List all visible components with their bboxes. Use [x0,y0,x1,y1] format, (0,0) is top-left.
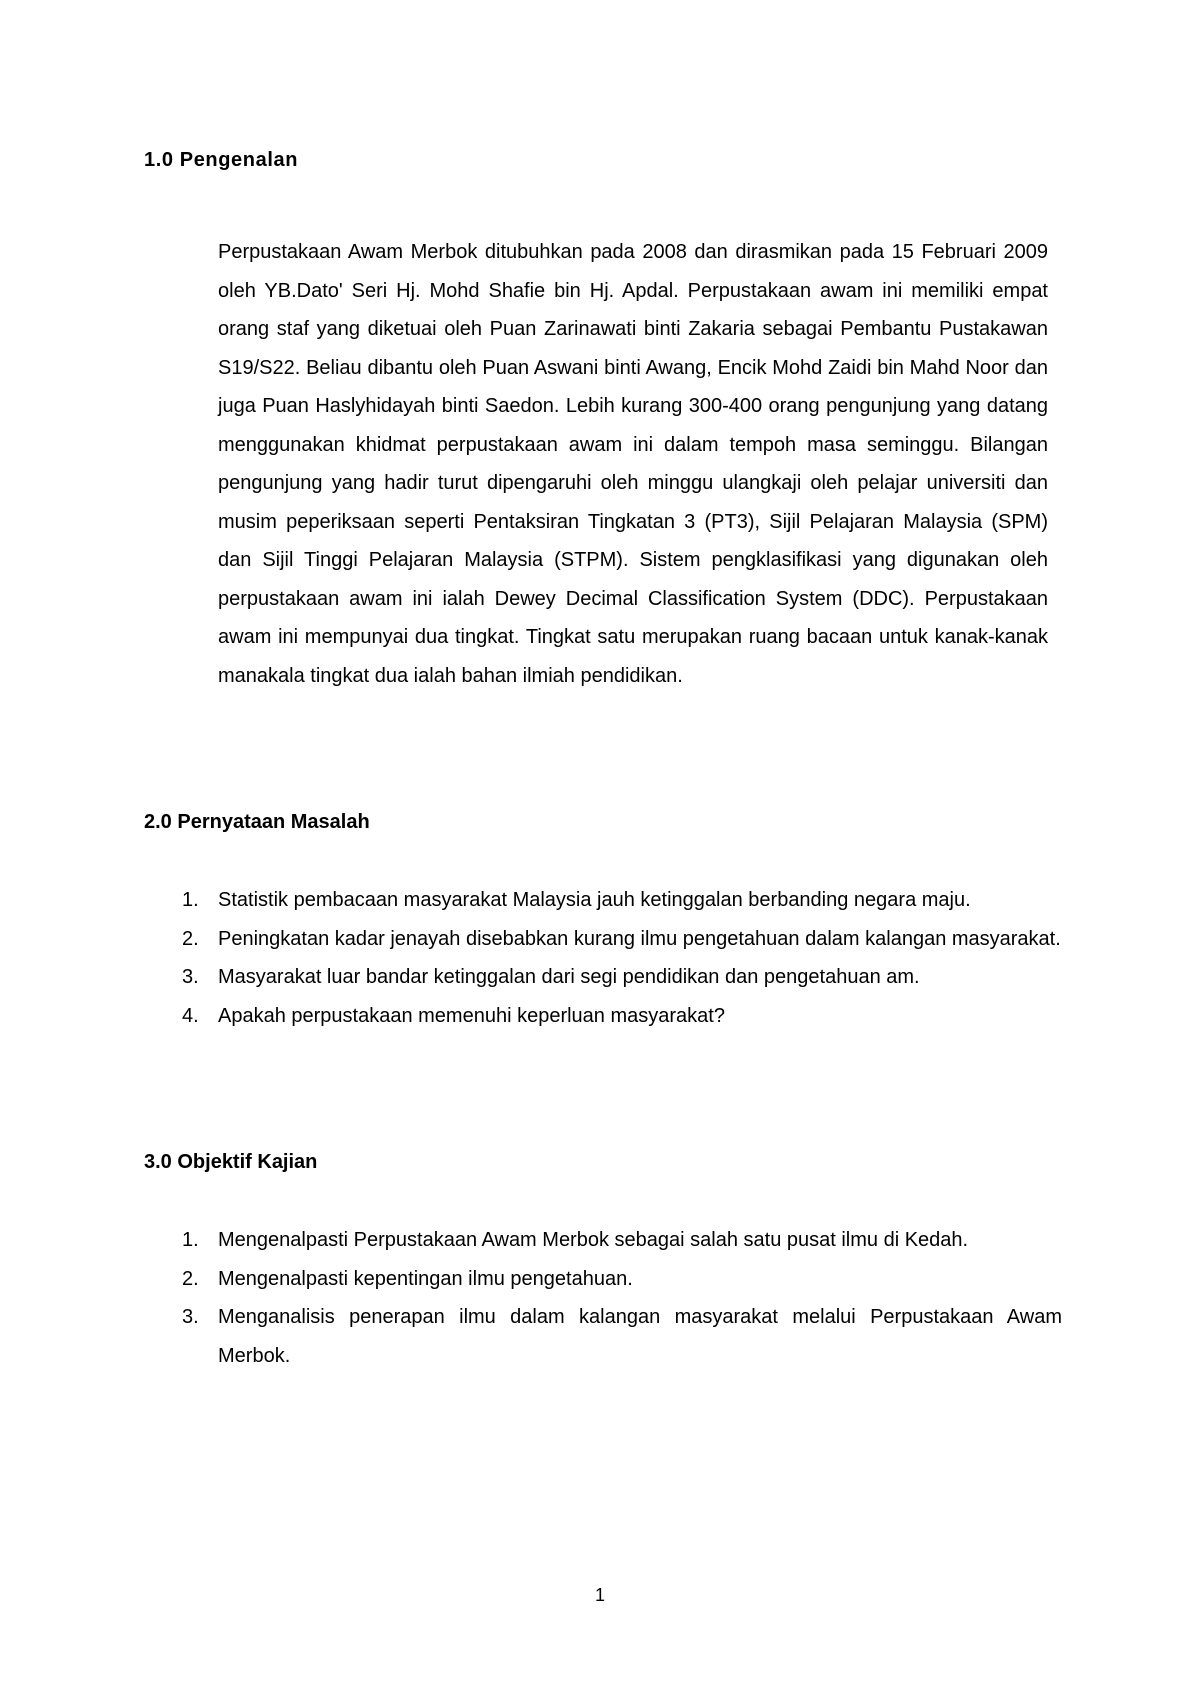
list-item [160,920,1062,959]
problem-statement-list [160,881,1062,1035]
intro-paragraph: Perpustakaan Awam Merbok ditubuhkan pada 2008 dan dirasmikan pada 15 Februari 2009 oleh YB.Dato' Seri Hj. Mohd Shafie bin Hj. Apdal. Perpustakaan awam ini memiliki empat orang staf yang diketuai oleh Puan Zarinawati binti Zakaria sebagai Pembantu Pustakawan S19/S22. Beliau dibantu oleh Puan Aswani binti Awang, Encik Mohd Zaidi bin Mahd Noor dan juga Puan Haslyhidayah binti Saedon. Lebih kurang 300-400 orang pengunjung yang datang menggunakan khidmat perpustakaan awam ini dalam tempoh masa seminggu. Bilangan pengunjung yang hadir turut dipengaruhi oleh minggu ulangkaji oleh pelajar universiti dan musim peperiksaan seperti Pentaksiran Tingkatan 3 (PT3), Sijil Pelajaran Malaysia (SPM) dan Sijil Tinggi Pelajaran Malaysia (STPM). Sistem pengklasifikasi yang digunakan oleh perpustakaan awam ini ialah Dewey Decimal Classification System (DDC). Perpustakaan awam ini mempunyai dua tingkat. Tingkat satu merupakan ruang bacaan untuk kanak-kanak manakala tingkat dua ialah bahan ilmiah pendidikan. [218,241,1048,687]
list-item-number: 2. [182,1267,199,1290]
list-item-number: 3. [182,966,199,988]
list-item-text: Masyarakat luar bandar ketinggalan dari segi pendidikan dan pengetahuan am. [218,966,920,988]
list-item-text: Mengenalpasti Perpustakaan Awam Merbok sebagai salah satu pusat ilmu di Kedah. [218,1229,969,1251]
list-item [160,997,1062,1036]
list-item-text: Apakah perpustakaan memenuhi keperluan masyarakat? [218,1004,725,1027]
list-item [160,1221,1062,1260]
list-item-number: 1. [182,1229,199,1251]
list-item-number: 4. [182,1004,199,1027]
list-item-number: 2. [182,927,199,950]
section-heading-pernyataan-masalah: 2.0 Pernyataan Masalah [144,811,370,833]
objectives-list [160,1221,1062,1375]
list-item-text: Mengenalpasti kepentingan ilmu pengetahuan. [218,1267,633,1290]
section-heading-objektif-kajian: 3.0 Objektif Kajian [144,1151,318,1173]
list-item [160,1260,1062,1299]
list-item-number: 1. [182,889,199,911]
list-item [160,881,1062,920]
list-item-text: Peningkatan kadar jenayah disebabkan kurang ilmu pengetahuan dalam kalangan masyarakat. [218,927,1061,950]
list-item [160,1298,1062,1375]
list-item-text: Menganalisis penerapan ilmu dalam kalangan masyarakat melalui Perpustakaan Awam Merbok. [218,1306,1062,1367]
section-heading-pengenalan: 1.0 Pengenalan [144,149,299,171]
page-number: 1 [594,1585,605,1605]
list-item-number: 3. [182,1306,199,1328]
list-item [160,958,1062,997]
list-item-text: Statistik pembacaan masyarakat Malaysia jauh ketinggalan berbanding negara maju. [218,889,971,911]
